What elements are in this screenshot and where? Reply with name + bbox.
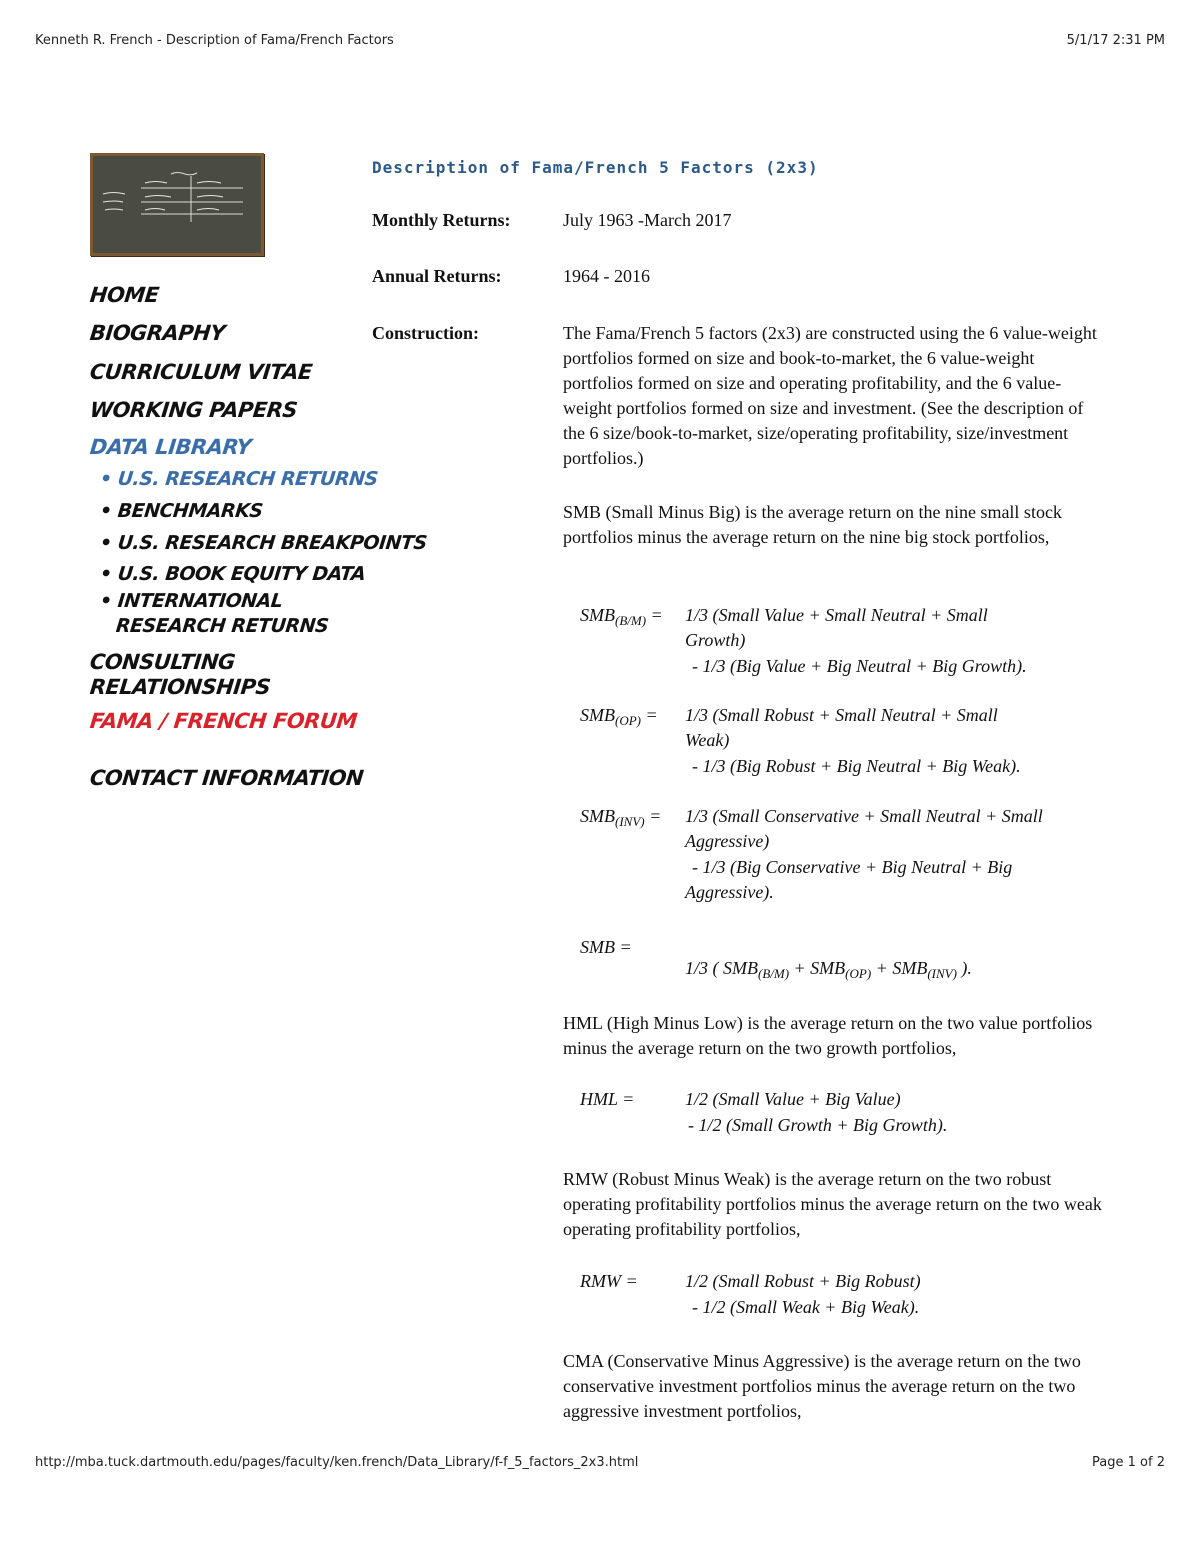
smb-inv-line3: - 1/3 (Big Conservative + Big Neutral + Big (692, 857, 1013, 877)
smb-inv-line4: Aggressive). (685, 882, 774, 902)
rmw-line2: - 1/2 (Small Weak + Big Weak). (692, 1297, 920, 1317)
nav-consulting-line1[interactable]: CONSULTING (88, 650, 237, 674)
nav-us-research-returns[interactable]: • U.S. RESEARCH RETURNS (98, 468, 379, 490)
monthly-returns-value: July 1963 -March 2017 (563, 210, 732, 230)
smb-inv-line1: 1/3 (Small Conservative + Small Neutral + Small (685, 806, 1043, 826)
rmw-line1: 1/2 (Small Robust + Big Robust) (685, 1271, 921, 1291)
nav-benchmarks[interactable]: • BENCHMARKS (98, 500, 264, 522)
smb-bm-line1: 1/3 (Small Value + Small Neutral + Small (685, 605, 988, 625)
rmw-description: RMW (Robust Minus Weak) is the average return on the two robust operating profitability portfolios minus the average return on the two weak operating profitability portfolios, (563, 1169, 1102, 1239)
cma-description: CMA (Conservative Minus Aggressive) is the average return on the two conservative investment portfolios minus the average return on the two aggressive investment portfolios, (563, 1351, 1081, 1421)
nav-international-line1[interactable]: • INTERNATIONAL (98, 590, 284, 612)
nav-curriculum-vitae[interactable]: CURRICULUM VITAE (88, 360, 314, 384)
smb-description: SMB (Small Minus Big) is the average return on the nine small stock portfolios minus the average return on the nine big stock portfolios, (563, 502, 1062, 547)
nav-data-library[interactable]: DATA LIBRARY (88, 435, 253, 459)
smb-inv-line2: Aggressive) (685, 831, 770, 851)
nav-contact-information[interactable]: CONTACT INFORMATION (88, 766, 365, 790)
nav-working-papers[interactable]: WORKING PAPERS (88, 398, 299, 422)
nav-biography[interactable]: BIOGRAPHY (88, 321, 227, 345)
nav-us-research-breakpoints[interactable]: • U.S. RESEARCH BREAKPOINTS (98, 532, 428, 554)
hml-description: HML (High Minus Low) is the average return on the two value portfolios minus the average return on the two growth portfolios, (563, 1013, 1093, 1058)
print-footer-url: http://mba.tuck.dartmouth.edu/pages/faculty/ken.french/Data_Library/f-f_5_factors_2x3.html (35, 1455, 639, 1470)
chalkboard-logo (90, 153, 264, 256)
nav-home[interactable]: HOME (88, 283, 160, 307)
monthly-returns-label: Monthly Returns: (372, 210, 511, 230)
smb-op-lhs: $SMB_{(OP)}$ = (580, 705, 658, 728)
construction-label: Construction: (372, 323, 479, 343)
hml-line2: - 1/2 (Small Growth + Big Growth). (688, 1115, 948, 1135)
nav-international-line2[interactable]: RESEARCH RETURNS (114, 615, 330, 637)
annual-returns-value: 1964 - 2016 (563, 266, 650, 286)
construction-text: The Fama/French 5 factors (2x3) are constructed using the 6 value-weight portfolios formed on size and book-to-market, the 6 value-weight portfolios formed on size and operating profitability, and the 6 value-weight portfolios formed on size and investment. (See the description of the 6 size/book-to-market, size/operating profitability, size/investment portfolios.) (563, 323, 1097, 468)
smb-bm-lhs: $SMB_{(B/M)}$ = (580, 605, 663, 628)
smb-total-rhs: 1/3 ( $SMB_{(B/M)} + SMB_{(OP)} + SMB_{(INV)}$ ). (685, 958, 972, 981)
print-header-title: Kenneth R. French - Description of Fama/French Factors (35, 33, 394, 48)
print-header-datetime: 5/1/17 2:31 PM (1066, 33, 1165, 48)
smb-bm-line3: - 1/3 (Big Value + Big Neutral + Big Growth). (692, 656, 1027, 676)
smb-inv-lhs: $SMB_{(INV)}$ = (580, 806, 662, 829)
rmw-lhs: RMW = (580, 1271, 638, 1291)
print-footer-page: Page 1 of 2 (1092, 1455, 1165, 1470)
nav-consulting-line2[interactable]: RELATIONSHIPS (88, 675, 272, 699)
page-title: Description of Fama/French 5 Factors (2x3) (372, 158, 819, 177)
smb-op-line3: - 1/3 (Big Robust + Big Neutral + Big Weak). (692, 756, 1021, 776)
hml-lhs: HML = (580, 1089, 635, 1109)
nav-us-book-equity-data[interactable]: • U.S. BOOK EQUITY DATA (98, 563, 367, 585)
smb-total-lhs: SMB = (580, 937, 632, 957)
smb-op-line1: 1/3 (Small Robust + Small Neutral + Small (685, 705, 998, 725)
nav-fama-french-forum[interactable]: FAMA / FRENCH FORUM (88, 709, 359, 733)
smb-bm-line2: Growth) (685, 630, 746, 650)
annual-returns-label: Annual Returns: (372, 266, 502, 286)
hml-line1: 1/2 (Small Value + Big Value) (685, 1089, 901, 1109)
smb-op-line2: Weak) (685, 730, 730, 750)
